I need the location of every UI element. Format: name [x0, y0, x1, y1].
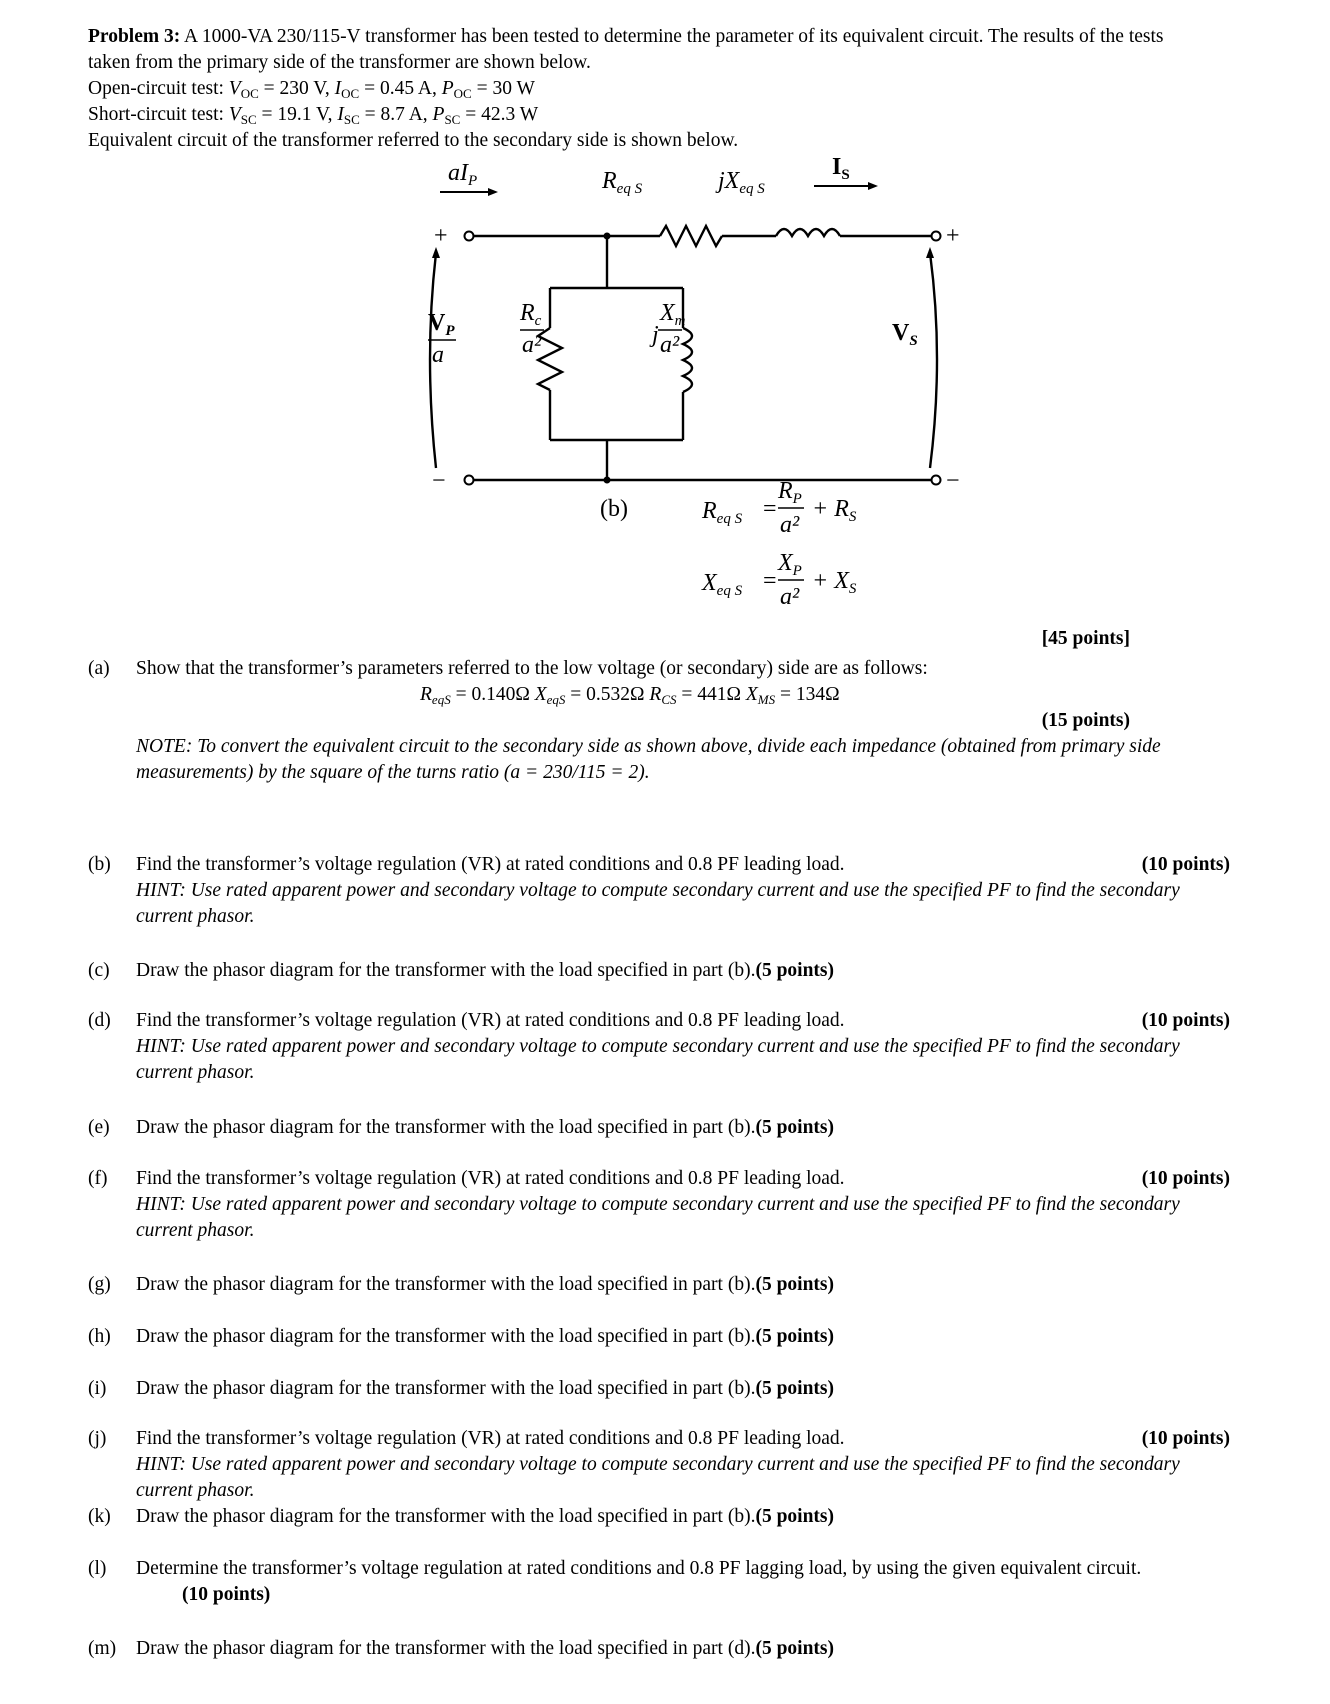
label-vs: $V_S$ [892, 320, 918, 349]
open-circuit-test: Open-circuit test: $V_{OC} = 230$ V, $I_{OC} = 0.45$ A, $P_{OC} = 30$ W [88, 78, 535, 101]
label-jxeqs: $jX_{eq S}$ [718, 168, 765, 197]
item-label-k: (k) [88, 1506, 111, 1527]
equivalent-circuit-intro: Equivalent circuit of the transformer referred to the secondary side is shown below. [88, 130, 739, 151]
item-text-j: Find the transformer’s voltage regulation (VR) at rated conditions and 0.8 PF leading load. [136, 1428, 845, 1449]
item-hint-j-line2: current phasor. [136, 1480, 255, 1501]
item-label-d: (d) [88, 1010, 111, 1031]
part-a-note-line2: measurements) by the square of the turns ratio (a = 230/115 = 2). [136, 762, 650, 783]
item-text-l: Determine the transformer’s voltage regulation at rated conditions and 0.8 PF lagging load, by using the given equivalent circuit. [136, 1558, 1142, 1579]
item-points-b: (10 points) [1141, 854, 1230, 875]
eq2-rest: + $X_S$ [812, 568, 857, 597]
item-hint-j-line1: HINT: Use rated apparent power and secondary voltage to compute secondary current and use the specified PF to find the secondary [136, 1454, 1180, 1475]
label-xm: $X_m$ [660, 300, 686, 329]
problem-statement-line1: Problem 3: A 1000-VA 230/115-V transformer has been tested to determine the parameter of its equivalent circuit. The results of the tests [88, 26, 1164, 47]
label-rc-denominator: a² [522, 332, 542, 358]
label-reqs: $R_{eq S}$ [602, 168, 643, 197]
problem-statement-line2: taken from the primary side of the transformer are shown below. [88, 52, 591, 73]
item-text-f: Find the transformer’s voltage regulation (VR) at rated conditions and 0.8 PF leading load. [136, 1168, 845, 1189]
item-hint-d-line2: current phasor. [136, 1062, 255, 1083]
terminal-plus-right: + [946, 223, 960, 249]
item-points-d: (10 points) [1141, 1010, 1230, 1031]
eq1-numerator: $R_P$ [778, 478, 802, 507]
item-text-e: Draw the phasor diagram for the transformer with the load specified in part (b).(5 points) [136, 1117, 835, 1138]
label-vp-denominator: a [432, 342, 444, 368]
terminal-minus-right: − [946, 468, 960, 494]
item-label-m: (m) [88, 1638, 117, 1659]
equivalent-circuit-diagram [420, 158, 980, 620]
item-points-l: (10 points) [182, 1584, 271, 1605]
eq2-lhs: $X_{eq S}$ [702, 570, 743, 599]
label-xm-denominator: a² [660, 332, 680, 358]
eq1-rest: + $R_S$ [812, 496, 857, 525]
label-is: $I_S$ [832, 158, 850, 183]
item-text-m: Draw the phasor diagram for the transformer with the load specified in part (d).(5 points) [136, 1638, 835, 1659]
item-points-a: (15 points) [1041, 710, 1130, 731]
item-label-g: (g) [88, 1274, 111, 1295]
short-circuit-test: Short-circuit test: $V_{SC} = 19.1$ V, $I_{SC} = 8.7$ A, $P_{SC} = 42.3$ W [88, 104, 539, 127]
part-a-values: $R_{eqS} = 0.140\Omega$ $X_{eqS} = 0.532\Omega$ $R_{CS} = 441\Omega$ $X_{MS} = 134\Omega$ [420, 684, 840, 707]
item-hint-b-line1: HINT: Use rated apparent power and secondary voltage to compute secondary current and use the specified PF to find the secondary [136, 880, 1180, 901]
total-points: [45 points] [1041, 628, 1130, 649]
item-text-c: Draw the phasor diagram for the transformer with the load specified in part (b).(5 points) [136, 960, 835, 981]
item-hint-f-line2: current phasor. [136, 1220, 255, 1241]
eq1-equals: = [763, 496, 777, 522]
figure-caption: (b) [600, 496, 628, 522]
item-text-b: Find the transformer’s voltage regulation (VR) at rated conditions and 0.8 PF leading load. [136, 854, 845, 875]
eq2-denominator: a² [780, 584, 800, 610]
eq2-equals: = [763, 568, 777, 594]
item-hint-f-line1: HINT: Use rated apparent power and secondary voltage to compute secondary current and use the specified PF to find the secondary [136, 1194, 1180, 1215]
item-label-l: (l) [88, 1558, 107, 1579]
item-hint-b-line2: current phasor. [136, 906, 255, 927]
item-text-d: Find the transformer’s voltage regulation (VR) at rated conditions and 0.8 PF leading load. [136, 1010, 845, 1031]
label-j: j [652, 322, 659, 348]
terminal-plus-left: + [434, 223, 448, 249]
problem-label: Problem 3: [88, 26, 181, 47]
item-text-a: Show that the transformer’s parameters referred to the low voltage (or secondary) side are as follows: [136, 658, 928, 679]
item-hint-d-line1: HINT: Use rated apparent power and secondary voltage to compute secondary current and use the specified PF to find the secondary [136, 1036, 1180, 1057]
item-points-j: (10 points) [1141, 1428, 1230, 1449]
item-label-c: (c) [88, 960, 110, 981]
eq2-numerator: $X_P$ [778, 550, 802, 579]
item-text-g: Draw the phasor diagram for the transformer with the load specified in part (b).(5 points) [136, 1274, 835, 1295]
eq1-lhs: $R_{eq S}$ [702, 498, 743, 527]
item-text-h: Draw the phasor diagram for the transformer with the load specified in part (b).(5 points) [136, 1326, 835, 1347]
item-points-f: (10 points) [1141, 1168, 1230, 1189]
part-a-note-line1: NOTE: To convert the equivalent circuit to the secondary side as shown above, divide each impedance (obtained from primary side [136, 736, 1161, 757]
terminal-minus-left: − [432, 468, 446, 494]
item-label-i: (i) [88, 1378, 107, 1399]
label-vp: $V_P$ [428, 310, 455, 339]
item-text-i: Draw the phasor diagram for the transformer with the load specified in part (b).(5 points) [136, 1378, 835, 1399]
item-label-f: (f) [88, 1168, 108, 1189]
label-rc: $R_c$ [520, 300, 542, 329]
item-label-j: (j) [88, 1428, 107, 1449]
item-text-k: Draw the phasor diagram for the transformer with the load specified in part (b).(5 points) [136, 1506, 835, 1527]
label-a-ip: $aI_P$ [448, 160, 478, 189]
item-label-e: (e) [88, 1117, 110, 1138]
eq1-denominator: a² [780, 512, 800, 538]
item-label-b: (b) [88, 854, 111, 875]
item-label-a: (a) [88, 658, 110, 679]
item-label-h: (h) [88, 1326, 111, 1347]
